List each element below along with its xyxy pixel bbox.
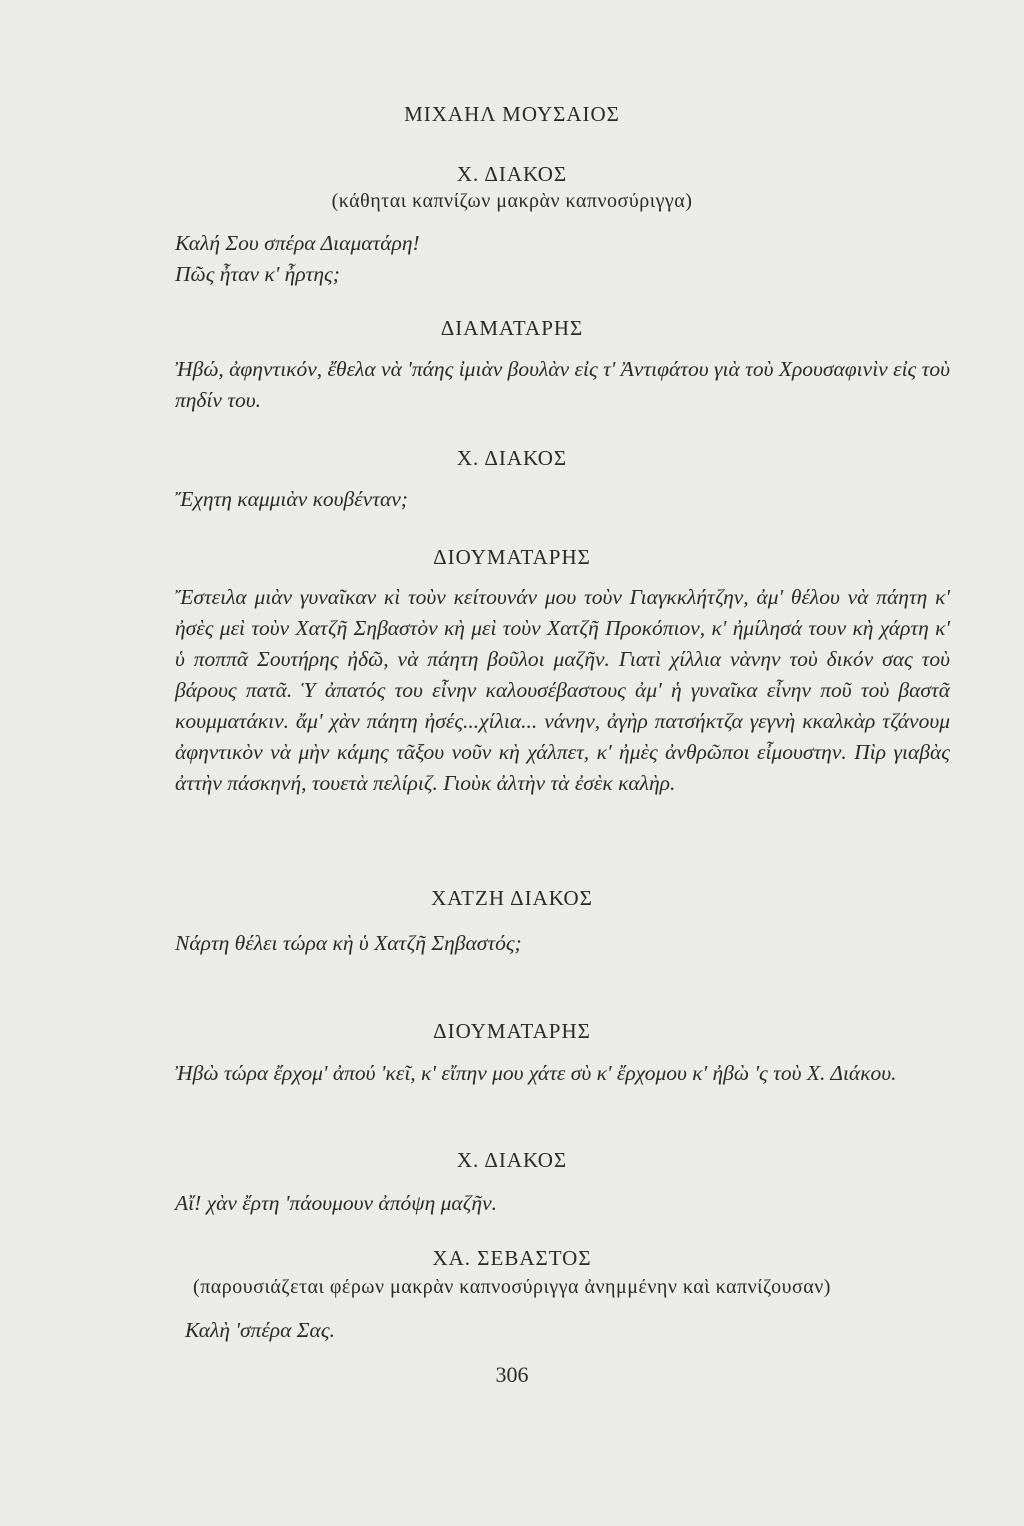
dialogue-line: Ἔχητη καμμιὰν κουβένταν; — [175, 487, 408, 511]
dialogue-line: Νάρτη θέλει τώρα κὴ ὑ Χατζῆ Σηβαστός; — [175, 931, 522, 955]
dialogue-paragraph: Ἠβὼ τώρα ἔρχομ' ἀπού 'κεῖ, κ' εἴπην μου χάτε σὺ κ' ἔρχομου κ' ἠβὼ 'ς τοὺ Χ. Διάκου. — [175, 1061, 897, 1085]
speaker-name: ΔΙΑΜΑΤΑΡΗΣ — [440, 316, 584, 340]
speaker-name: Χ. ΔΙΑΚΟΣ — [456, 446, 568, 470]
dialogue-paragraph: Ἠβώ, ἀφηντικόν, ἔθελα νὰ 'πάης ἰμιὰν βουλὰν εἰς τ' Ἀντιφάτου γιὰ τοὺ Χρουσαφινὶν εἰς τοὺ πηδίν του. — [175, 357, 950, 412]
stage-direction: (κάθηται καπνίζων μακρὰν καπνοσύριγγα) — [331, 190, 693, 212]
dialogue-line: Αἴ! χὰν ἔρτη 'πάουμουν ἀπόψη μαζῆν. — [175, 1191, 497, 1215]
dialogue-paragraph: Ἔστειλα μιὰν γυναῖκαν κὶ τοὺν κείτουνάν μου τοὺν Γιαγκκλήτζην, ἀμ' θέλου νὰ πάητη κ' ἠσὲς μεὶ τοὺν Χατζῆ Σηβαστὸν κὴ μεὶ τοὺν Χατζῆ Προκόπιον, κ' ἠμίλησά τουν κὴ χάρτη κ' ὑ ποππᾶ Σουτήρης ἠδῶ, νὰ πάητη βοῦλοι μαζῆν. Γιατὶ χίλλια νὰνην τοὺ δικόν σας τοὺ βάρους πατᾶ. Ὑ ἀπατός του εἶνην καλουσέβαστους ἀμ' ἡ γυναῖκα εἶνην ποῦ τοὺ βαστᾶ κουμματάκιν. ἄμ' χὰν πάητη ἠσές...χίλια... νάνην, ἀγὴρ πατσήκτζα γεγνὴ κκαλκὰρ τζάνουμ ἀφηντικὸν νὰ μὴν κάμης τᾶξου νοῦν κὴ χάλπετ, κ' ἠμὲς ἀνθρῶποι εἶμουστην. Πὶρ γιαβὰς ἀττὴν πάσκηνή, τουετὰ πελίριζ. Γιοὺκ ἀλτὴν τὰ ἐσὲκ καλὴρ. — [175, 585, 950, 795]
dialogue-line: Καλὴ 'σπέρα Σας. — [185, 1318, 335, 1342]
speaker-name: ΧΑΤΖΗ ΔΙΑΚΟΣ — [431, 886, 593, 910]
speaker-name: Χ. ΔΙΑΚΟΣ — [456, 1148, 568, 1172]
speaker-name: Χ. ΔΙΑΚΟΣ — [456, 162, 568, 186]
dialogue-line: Καλή Σου σπέρα Διαματάρη! — [175, 231, 420, 255]
speaker-name: ΔΙΟΥΜΑΤΑΡΗΣ — [433, 1019, 591, 1043]
stage-direction: (παρουσιάζεται φέρων μακρὰν καπνοσύριγγα ἀνημμένην καὶ καπνίζουσαν) — [193, 1276, 831, 1298]
running-header-author: ΜΙΧΑΗΛ ΜΟΥΣΑΙΟΣ — [404, 102, 620, 126]
dialogue-line: Πῶς ἦταν κ' ἦρτης; — [175, 262, 340, 286]
page-number: 306 — [495, 1362, 529, 1387]
speaker-name: ΔΙΟΥΜΑΤΑΡΗΣ — [433, 545, 591, 569]
speaker-name: ΧΑ. ΣΕΒΑΣΤΟΣ — [432, 1246, 592, 1270]
